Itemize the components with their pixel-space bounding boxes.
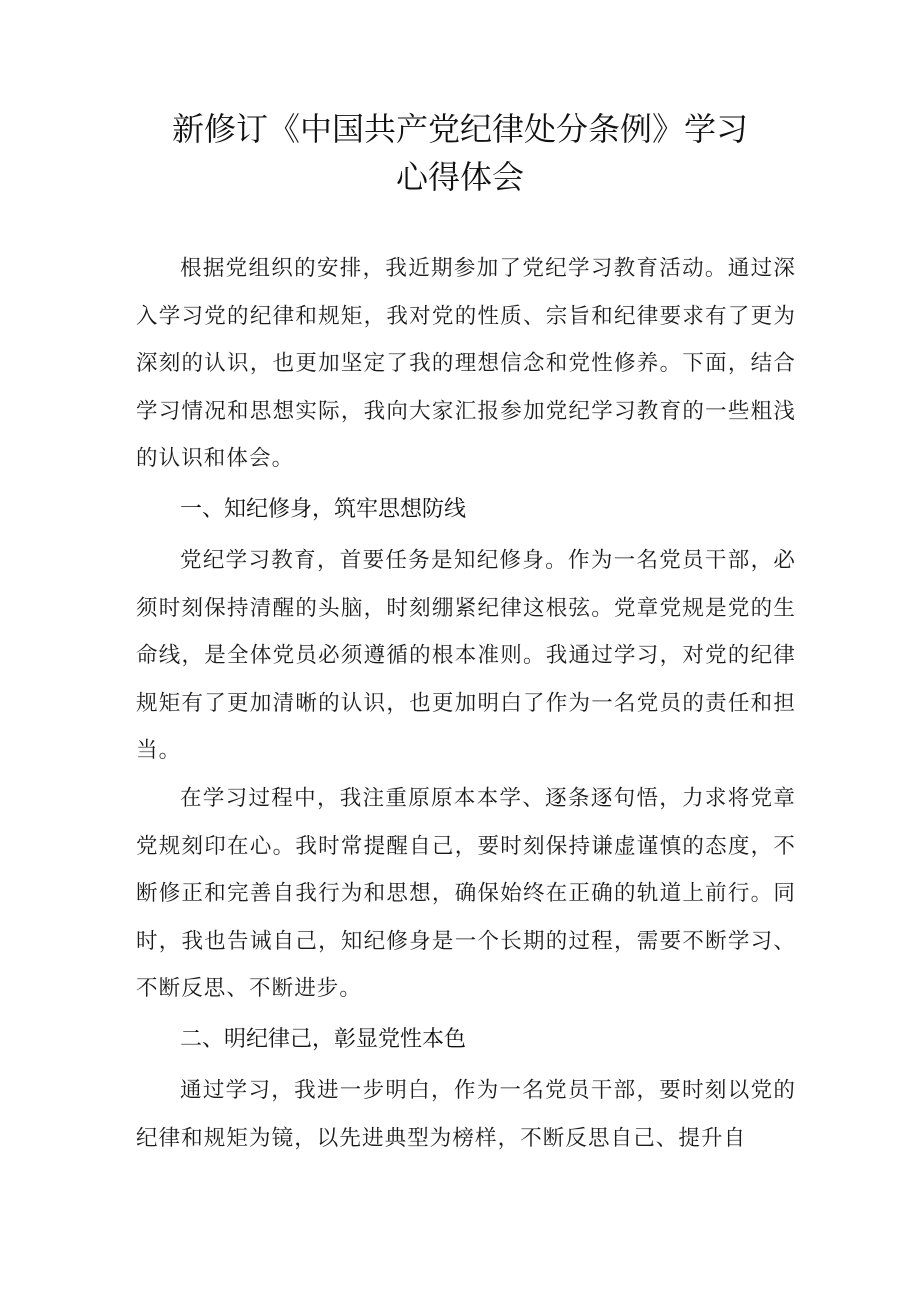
document-title-line1: 新修订《中国共产党纪律处分条例》学习 <box>171 110 748 148</box>
section-1-paragraph-1: 党纪学习教育，首要任务是知纪修身。作为一名党员干部，必须时刻保持清醒的头脑，时刻绷紧纪律这根弦。党章党规是党的生命线，是全体党员必须遵循的根本准则。我通过学习，对党的纪律规矩有了更加清晰的认识，也更加明白了作为一名党员的责任和担当。 <box>136 547 796 764</box>
section-1-paragraph-2: 在学习过程中，我注重原原本本学、逐条逐句悟，力求将党章党规刻印在心。我时常提醒自己，要时刻保持谦虚谨慎的态度，不断修正和完善自我行为和思想，确保始终在正确的轨道上前行。同时，我也告诫自己，知纪修身是一个长期的过程，需要不断学习、不断反思、不断进步。 <box>136 785 796 1002</box>
document-body <box>136 245 796 1162</box>
section-2-paragraph-1: 通过学习，我进一步明白，作为一名党员干部，要时刻以党的纪律和规矩为镜，以先进典型为榜样，不断反思自己、提升自 <box>136 1077 796 1151</box>
intro-paragraph: 根据党组织的安排，我近期参加了党纪学习教育活动。通过深入学习党的纪律和规矩，我对党的性质、宗旨和纪律要求有了更为深刻的认识，也更加坚定了我的理想信念和党性修养。下面，结合学习情况和思想实际，我向大家汇报参加党纪学习教育的一些粗浅的认识和体会。 <box>136 256 796 472</box>
section-1-heading: 一、知纪修身，筑牢思想防线 <box>180 496 467 522</box>
document-title-line2: 心得体会 <box>395 158 524 196</box>
section-2-heading: 二、明纪律己，彰显党性本色 <box>180 1026 467 1052</box>
